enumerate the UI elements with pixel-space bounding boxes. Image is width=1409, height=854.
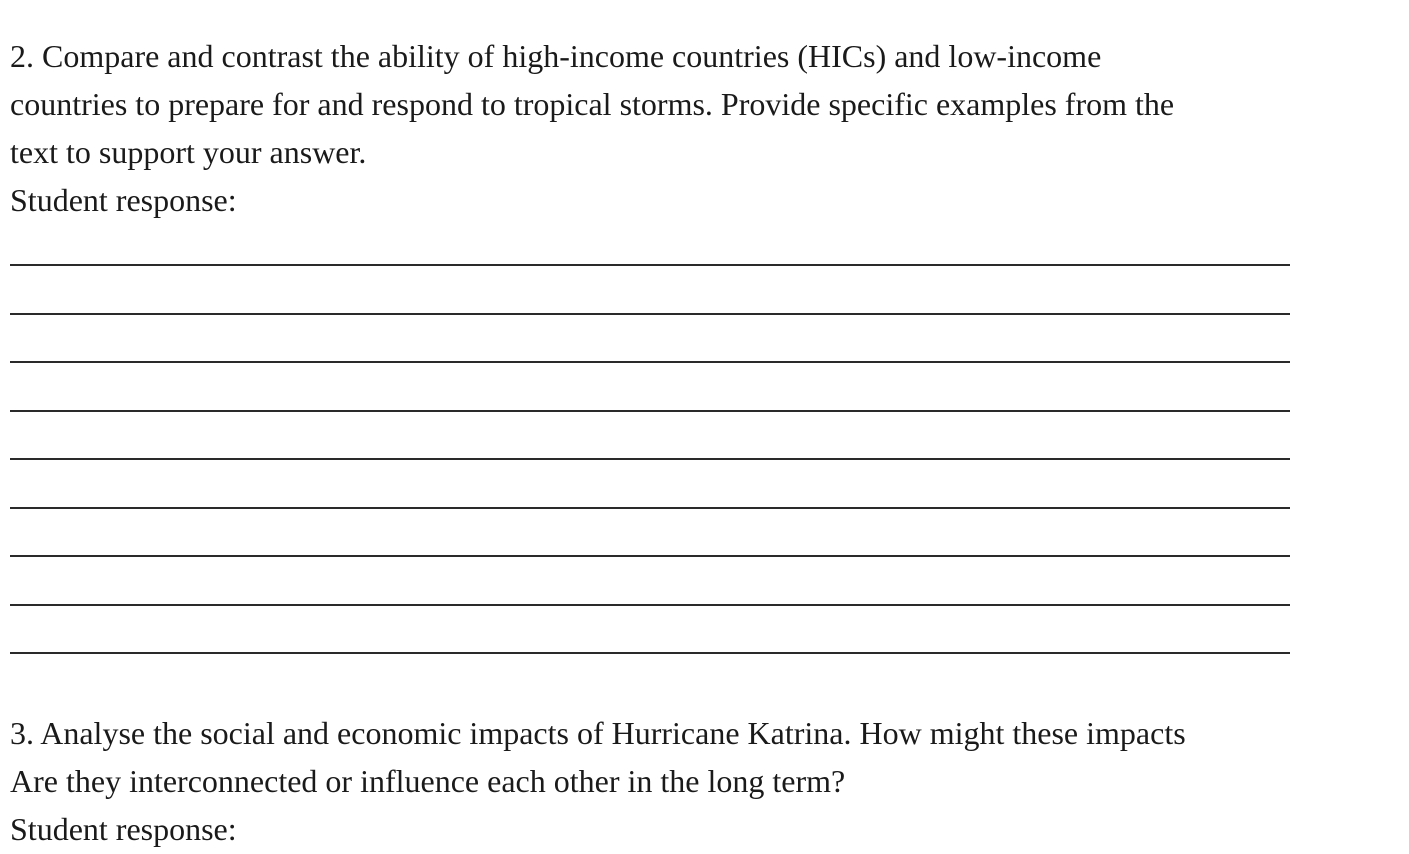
question-3-response-label: Student response: <box>10 811 237 847</box>
answer-line[interactable] <box>10 458 1290 507</box>
question-2 <box>10 32 1370 224</box>
question-2-line-1: 2. Compare and contrast the ability of high-income countries (HICs) and low-income <box>10 38 1102 74</box>
question-3-line-2: Are they interconnected or influence each other in the long term? <box>10 763 846 799</box>
question-2-response-label: Student response: <box>10 182 237 218</box>
question-2-line-2: countries to prepare for and respond to tropical storms. Provide specific examples from the <box>10 86 1175 122</box>
answer-line[interactable] <box>10 604 1290 653</box>
answer-line[interactable] <box>10 361 1290 410</box>
answer-line[interactable] <box>10 507 1290 556</box>
question-2-answer-area[interactable] <box>10 264 1290 701</box>
answer-line[interactable] <box>10 555 1290 604</box>
answer-line[interactable] <box>10 652 1290 701</box>
question-3 <box>10 709 1405 853</box>
question-2-line-3: text to support your answer. <box>10 134 367 170</box>
question-3-line-1: 3. Analyse the social and economic impacts of Hurricane Katrina. How might these impacts <box>10 715 1186 751</box>
answer-line[interactable] <box>10 410 1290 459</box>
answer-line[interactable] <box>10 264 1290 313</box>
answer-line[interactable] <box>10 313 1290 362</box>
